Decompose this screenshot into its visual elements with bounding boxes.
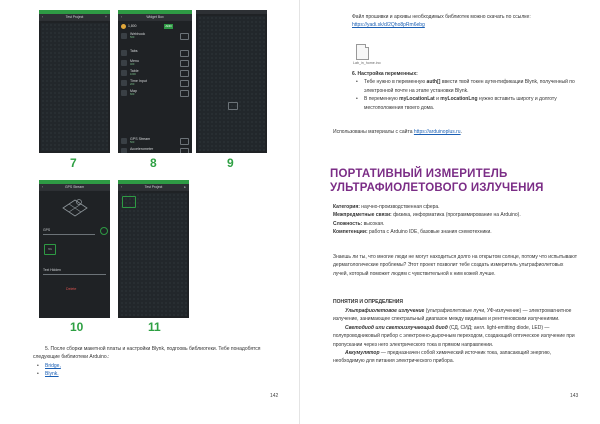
file-icon[interactable] — [356, 44, 369, 60]
app-bar — [39, 14, 110, 21]
definition — [333, 349, 578, 366]
widget-price: 600 — [130, 93, 135, 96]
app-bar — [39, 184, 110, 191]
widget-name-field[interactable]: GPS — [43, 226, 95, 235]
app-title: Test Project — [65, 15, 84, 19]
tabs-icon — [121, 50, 127, 56]
back-icon: ‹ — [121, 15, 123, 19]
widget-item[interactable] — [121, 49, 189, 57]
text-run: Тебе нужно в переменную — [364, 79, 427, 86]
widget-name: Accelerometer — [130, 147, 154, 151]
figure-7-screenshot — [39, 10, 110, 153]
meta-line — [333, 211, 578, 219]
map-icon — [121, 90, 127, 96]
widget-item[interactable] — [121, 147, 189, 153]
meta-value: работа с Arduino IDE, базовые знания схемотехники. — [367, 229, 492, 236]
gps-widget[interactable] — [122, 196, 136, 208]
step-6-item — [352, 78, 580, 95]
delete-button[interactable]: Delete — [66, 287, 77, 291]
widget-item[interactable] — [121, 32, 189, 40]
menu-icon — [121, 60, 127, 66]
size-icon — [180, 33, 189, 40]
definition-text: (ультрафиолетовые лучи, УФ-излучение) — электромагнитное излучение, занимающее спектральный диапазон между видимым и рентгеновским излучениями. — [333, 308, 572, 323]
app-title: Widget Box — [146, 15, 164, 19]
accelerometer-icon — [121, 148, 127, 153]
gps-icon — [121, 138, 127, 144]
widget-name: Menu — [130, 59, 139, 63]
definitions-title: ПОНЯТИЯ И ОПРЕДЕЛЕНИЯ — [333, 299, 403, 305]
figure-number: 11 — [148, 320, 161, 334]
widget-name: GPS Stream — [130, 137, 151, 141]
definition-term: Ультрафиолетовое излучение — [345, 308, 425, 314]
figure-number: 7 — [70, 156, 77, 170]
bridge-link[interactable]: Bridge, — [45, 362, 61, 369]
figure-number: 8 — [150, 156, 157, 170]
figure-10-screenshot — [39, 180, 110, 318]
text-run-bold: auth[] — [426, 79, 441, 86]
text-run-bold: myLocationLat — [399, 96, 435, 103]
figure-8-screenshot — [118, 10, 192, 153]
title-line: ПОРТАТИВНЫЙ ИЗМЕРИТЕЛЬ — [330, 168, 508, 180]
project-canvas — [41, 23, 108, 151]
back-icon: ‹ — [42, 185, 44, 189]
figure-number: 9 — [227, 156, 234, 170]
widget-price: 400 — [130, 63, 135, 66]
meta-line — [333, 220, 578, 228]
title-line: УЛЬТРАФИОЛЕТОВОГО ИЗЛУЧЕНИЯ — [330, 182, 544, 194]
widget-item[interactable] — [121, 59, 189, 67]
figure-11-screenshot — [118, 180, 189, 318]
step-5-text: 5. После сборки макетной платы и настройки Blynk, подгоовь библиотеки. Тебе понадобятся следующие библиотеки Arduino.: — [33, 346, 261, 361]
energy-balance — [121, 24, 173, 29]
app-bar — [118, 14, 192, 21]
play-icon: ▸ — [184, 185, 186, 189]
meta-label: Межпредметные связи: — [333, 212, 392, 219]
energy-value: 1,800 — [128, 24, 137, 28]
back-icon: ‹ — [42, 15, 44, 19]
gps-illustration-icon — [59, 196, 91, 222]
widget-item[interactable] — [121, 69, 189, 77]
meta-value: высокая. — [362, 220, 385, 227]
step-6-item — [352, 95, 580, 112]
widget-name: Table — [130, 69, 139, 73]
text-run: . — [460, 129, 462, 135]
gps-widget-placeholder[interactable] — [228, 102, 238, 110]
meta-label: Категория: — [333, 204, 360, 210]
meta-value: физика, информатика (программирование на Arduino). — [391, 212, 521, 219]
widget-price: 1000 — [130, 73, 136, 76]
library-item — [33, 362, 278, 370]
meta-line — [333, 228, 578, 236]
size-icon — [180, 138, 189, 145]
definition-term: Аккумулятор — [345, 350, 380, 357]
size-icon — [180, 50, 189, 57]
widget-price: 500 — [130, 141, 135, 144]
widget-name: Tabs — [130, 49, 138, 53]
step-5-paragraph — [33, 345, 278, 379]
step-6-section — [352, 70, 580, 112]
project-canvas — [120, 193, 187, 316]
app-title: GPS Stream — [64, 185, 85, 189]
meta-label: Сложность: — [333, 220, 363, 227]
materials-source — [333, 128, 578, 136]
text-run-bold: myLocationLng — [440, 96, 478, 103]
definition-text: — предназначен собой химический источник тока, запасающий энергию, необходимую для питания электрического прибора. — [333, 350, 551, 365]
definition — [333, 324, 578, 349]
blynk-link[interactable]: Blynk. — [45, 371, 59, 378]
project-meta — [333, 203, 578, 237]
back-icon: ‹ — [121, 185, 123, 189]
size-icon — [180, 90, 189, 97]
definition-term: Светодиод или светоизлучающий диод — [345, 324, 448, 331]
webhook-icon — [121, 33, 127, 39]
widget-item[interactable] — [121, 79, 189, 87]
definition-text: (СД, СИД; англ. light-emitting diode, LED) — полупроводниковый прибор с электронно-дырочным переходом, создающий оптическое излучение при пропускании через него электрического тока в прямом направлении. — [333, 324, 575, 348]
materials-link[interactable]: https://arduinoplus.ru — [413, 129, 461, 135]
size-icon — [180, 148, 189, 153]
step-6-title: 6. Настройка переменных: — [352, 71, 418, 77]
meta-line — [333, 203, 578, 211]
app-title: Test Project — [144, 185, 163, 189]
widget-item[interactable] — [121, 89, 189, 97]
widget-name: Webhook — [130, 32, 146, 36]
size-icon — [180, 60, 189, 67]
download-intro: Файл прошивки и архивы необходимых библиотек можно скачать по ссылке: — [352, 14, 531, 20]
size-icon — [180, 70, 189, 77]
table-icon — [121, 70, 127, 76]
library-list — [33, 362, 278, 379]
section-title — [330, 167, 570, 195]
pin-selector[interactable]: V1 — [44, 244, 56, 255]
text-run: Использованы материалы с сайта — [333, 129, 414, 135]
widget-price: 200 — [130, 83, 135, 86]
definition — [333, 307, 578, 324]
step-6-list — [352, 78, 580, 112]
intro-paragraph: Знаешь ли ты, что многие люди не могут находиться долго на открытом солнце, потому что испытывают дерматологические проблемы? Этот проект позволит тебе создать измеритель ультрафиолетовых лучей, который поможет людям с чувствительной к ним кожей лучше. — [333, 254, 578, 277]
color-picker-icon[interactable] — [100, 227, 108, 235]
figure-9-screenshot — [196, 10, 267, 153]
meta-label: Компетенции: — [333, 229, 368, 236]
plus-icon: + — [105, 15, 107, 19]
app-bar — [118, 184, 189, 191]
file-name: Lab_in_home.ino — [353, 61, 381, 65]
page-number: 143 — [570, 393, 579, 399]
widget-name: Time Input — [130, 79, 147, 83]
mode-select[interactable]: Text Hidden — [43, 266, 106, 275]
add-energy-button[interactable]: ADD — [165, 24, 172, 28]
text-run: В переменную — [364, 96, 400, 103]
status-bar — [196, 10, 267, 14]
text-run: и — [434, 96, 441, 103]
clock-icon — [121, 80, 127, 86]
text-run: нужно вставить широту и долготу местоположения твоего дома. — [364, 96, 557, 111]
widget-price: 500 — [130, 36, 135, 39]
library-item — [33, 370, 278, 378]
download-paragraph — [352, 13, 582, 30]
definitions-list — [333, 307, 578, 366]
page-number: 142 — [270, 393, 279, 399]
size-icon — [180, 80, 189, 87]
figure-number: 10 — [70, 320, 84, 334]
project-canvas — [198, 16, 265, 151]
widget-box-list — [118, 22, 192, 153]
text-run: ввести твой токен аутентификации Blynk, полученный по электронной почте на этапе установки Blynk. — [364, 79, 575, 94]
download-link[interactable]: https://yadi.sk/d/2Qho8pRm6ebg — [352, 22, 425, 29]
energy-icon — [121, 24, 126, 29]
meta-value: научно-производственная сфера. — [359, 204, 440, 210]
widget-name: Map — [130, 89, 137, 93]
widget-item[interactable] — [121, 137, 189, 145]
